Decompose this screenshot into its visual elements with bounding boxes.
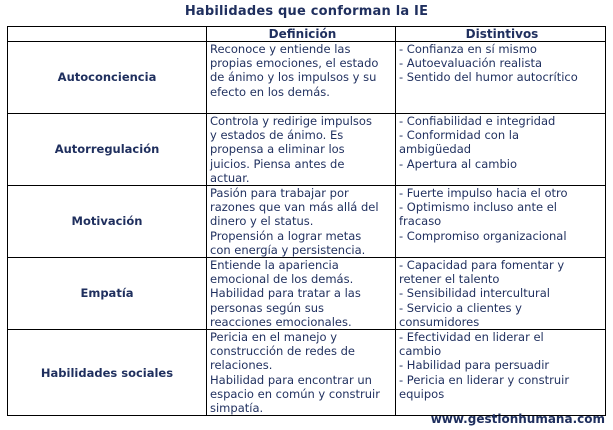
skill-name: Autoconciencia — [8, 42, 207, 114]
table-row — [8, 330, 606, 416]
skill-distinctives — [396, 114, 606, 186]
distinctive-line: - Efectividad en liderar el — [399, 330, 544, 345]
distinctive-line: - Optimismo incluso ante el — [399, 200, 557, 215]
header-definition: Definición — [207, 27, 396, 42]
definition-line: Pasión para trabajar por — [210, 186, 349, 201]
definition-line: reacciones emocionales. — [210, 314, 352, 329]
definition-line: propias emociones, el estado — [210, 56, 379, 71]
definition-line: simpatía. — [210, 401, 264, 416]
distinctive-line: - Fuerte impulso hacia el otro — [399, 186, 568, 201]
definition-line: Entiende la apariencia — [210, 258, 339, 273]
skill-name: Empatía — [8, 258, 207, 330]
table-title: Habilidades que conforman la IE — [184, 4, 429, 19]
definition-line: propensa a eliminar los — [210, 142, 345, 157]
distinctive-line: - Compromiso organizacional — [399, 228, 567, 243]
skill-definition — [207, 330, 396, 416]
distinctive-line: cambio — [399, 344, 442, 359]
skill-definition — [207, 186, 396, 258]
distinctive-line: equipos — [399, 386, 445, 401]
distinctive-line: - Servicio a clientes y — [399, 300, 522, 315]
distinctive-line: - Sensibilidad intercultural — [399, 286, 550, 301]
definition-line: de ánimo y los impulsos y su — [210, 70, 377, 85]
skill-name: Habilidades sociales — [8, 330, 207, 416]
distinctive-line: - Sentido del humor autocrítico — [399, 70, 578, 85]
skill-definition — [207, 114, 396, 186]
distinctive-line: - Autoevaluación realista — [399, 56, 542, 71]
definition-line: con energía y persistencia. — [210, 242, 366, 257]
distinctive-line: - Habilidad para persuadir — [399, 358, 550, 373]
distinctive-line: consumidores — [399, 314, 480, 329]
skill-definition — [207, 42, 396, 114]
distinctive-line: - Capacidad para fomentar y — [399, 258, 565, 273]
skill-name: Autorregulación — [8, 114, 207, 186]
website-url: www.gestionhumana.com — [430, 412, 605, 426]
skill-distinctives — [396, 186, 606, 258]
definition-line: personas según sus — [210, 300, 324, 315]
distinctive-line: - Confianza en sí mismo — [399, 42, 537, 56]
definition-line: Habilidad para encontrar un — [210, 372, 372, 387]
definition-line: espacio en común y construir — [210, 386, 380, 401]
distinctive-line: fracaso — [399, 214, 442, 229]
skill-name: Motivación — [8, 186, 207, 258]
table-row — [8, 42, 606, 114]
definition-line: construcción de redes de — [210, 344, 355, 359]
definition-line: emocional de los demás. — [210, 272, 354, 287]
distinctive-line: - Apertura al cambio — [399, 156, 518, 171]
table-row — [8, 258, 606, 330]
definition-line: juicios. Piensa antes de — [210, 156, 345, 171]
skill-distinctives — [396, 42, 606, 114]
skill-distinctives — [396, 330, 606, 416]
definition-line: y estados de ánimo. Es — [210, 128, 344, 143]
definition-line: Propensión a lograr metas — [210, 228, 362, 243]
skill-definition — [207, 258, 396, 330]
distinctive-line: retener el talento — [399, 272, 500, 287]
definition-line: Habilidad para tratar a las — [210, 286, 361, 301]
table-row — [8, 186, 606, 258]
definition-line: relaciones. — [210, 358, 273, 373]
definition-line: actuar. — [210, 170, 250, 185]
distinctive-line: - Confiabilidad e integridad — [399, 114, 556, 128]
table-row — [8, 114, 606, 186]
header-distinctives: Distintivos — [396, 27, 606, 42]
definition-line: razones que van más allá del — [210, 200, 379, 215]
definition-line: Pericia en el manejo y — [210, 330, 337, 345]
definition-line: Controla y redirige impulsos — [210, 114, 372, 128]
distinctive-line: - Conformidad con la — [399, 128, 520, 143]
distinctive-line: - Pericia en liderar y construir — [399, 372, 570, 387]
skills-table — [7, 26, 606, 416]
definition-line: efecto en los demás. — [210, 84, 330, 99]
definition-line: Reconoce y entiende las — [210, 42, 351, 56]
header-skill — [8, 27, 207, 42]
definition-line: dinero y el status. — [210, 214, 314, 229]
header-row — [8, 27, 606, 42]
skill-distinctives — [396, 258, 606, 330]
distinctive-line: ambigüedad — [399, 142, 472, 157]
